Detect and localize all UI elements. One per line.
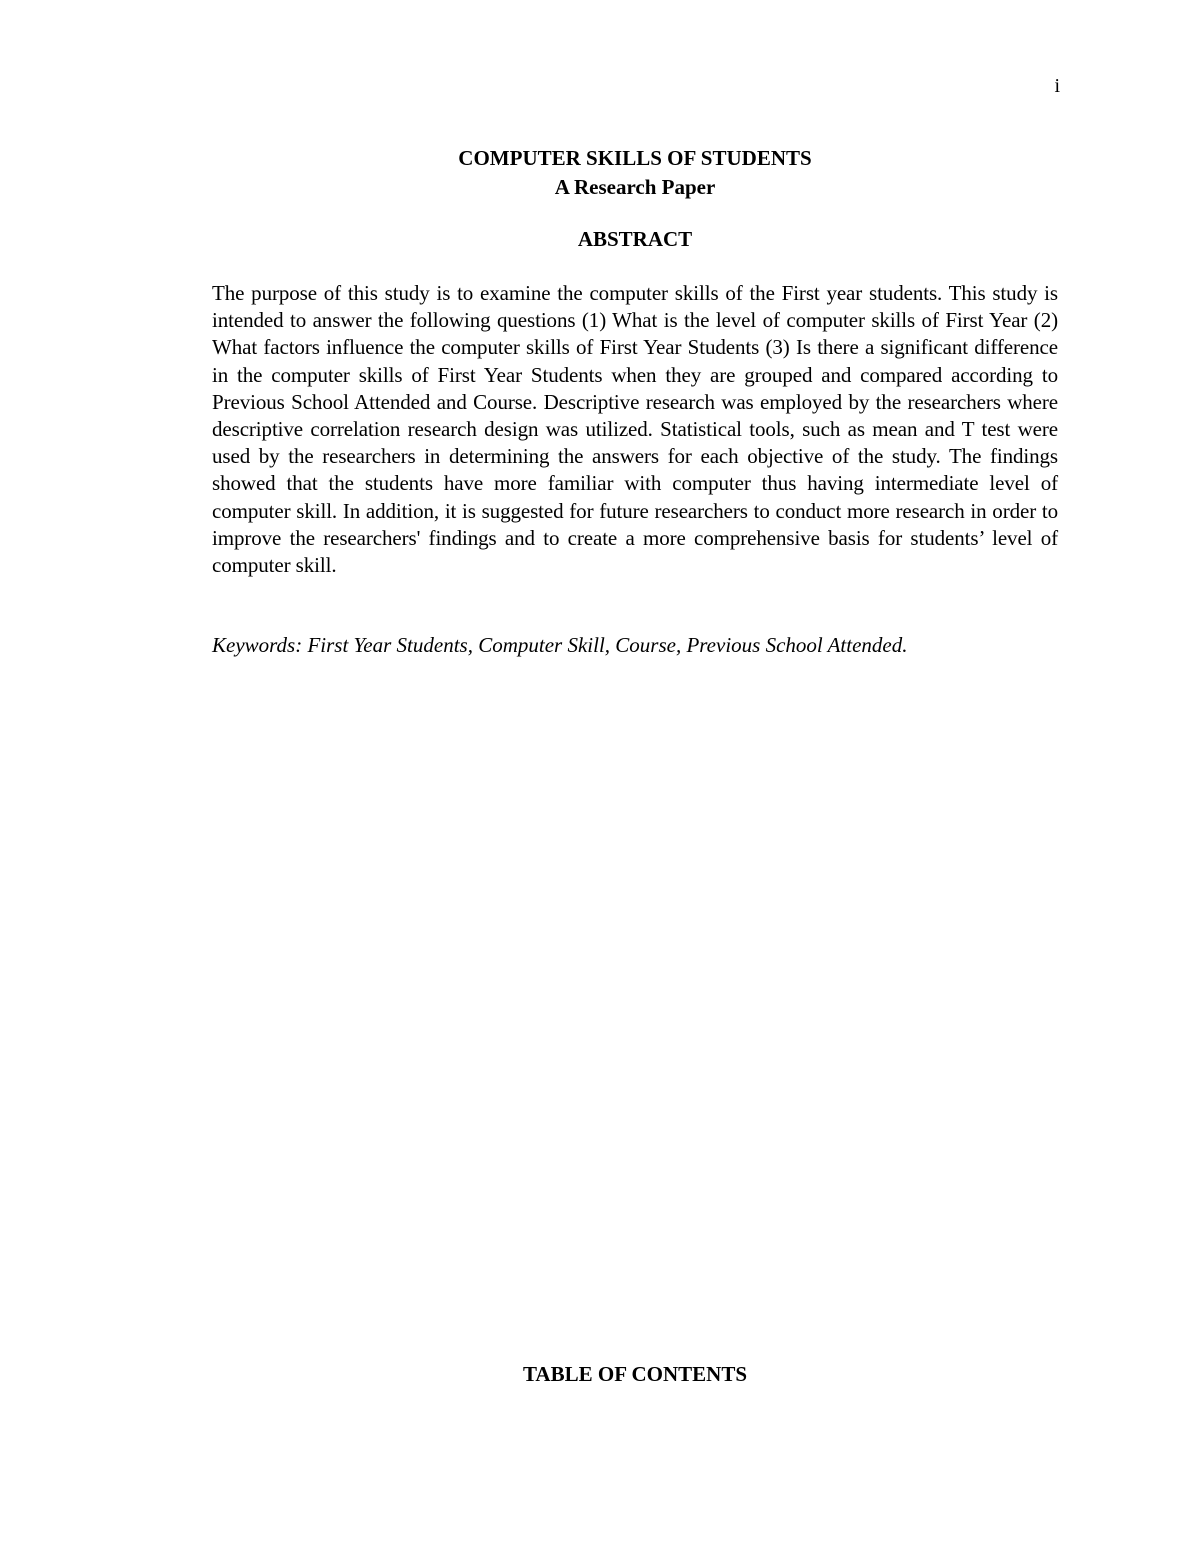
- page-number: i: [1054, 75, 1060, 97]
- paper-subtitle: A Research Paper: [554, 175, 716, 199]
- abstract-body: The purpose of this study is to examine the computer skills of the First year students. This study is intended to answer the following questions (1) What is the level of computer skills of First Year (2) What factors influence the computer skills of First Year Students (3) Is there a significant difference in the computer skills of First Year Students when they are grouped and compared according to Previous School Attended and Course. Descriptive research was employed by the researchers where descriptive correlation research design was utilized. Statistical tools, such as mean and T test were used by the researchers in determining the answers for each objective of the study. The findings showed that the students have more familiar with computer thus having intermediate level of computer skill. In addition, it is suggested for future researchers to conduct more research in order to improve the researchers' findings and to create a more comprehensive basis for students’ level of computer skill.: [212, 281, 1058, 578]
- abstract-heading: ABSTRACT: [577, 227, 693, 251]
- table-of-contents-heading: TABLE OF CONTENTS: [522, 1362, 748, 1386]
- keywords: Keywords: First Year Students, Computer Skill, Course, Previous School Attended.: [212, 633, 908, 657]
- title-block: [0, 144, 1200, 202]
- paper-title: COMPUTER SKILLS OF STUDENTS: [458, 146, 812, 170]
